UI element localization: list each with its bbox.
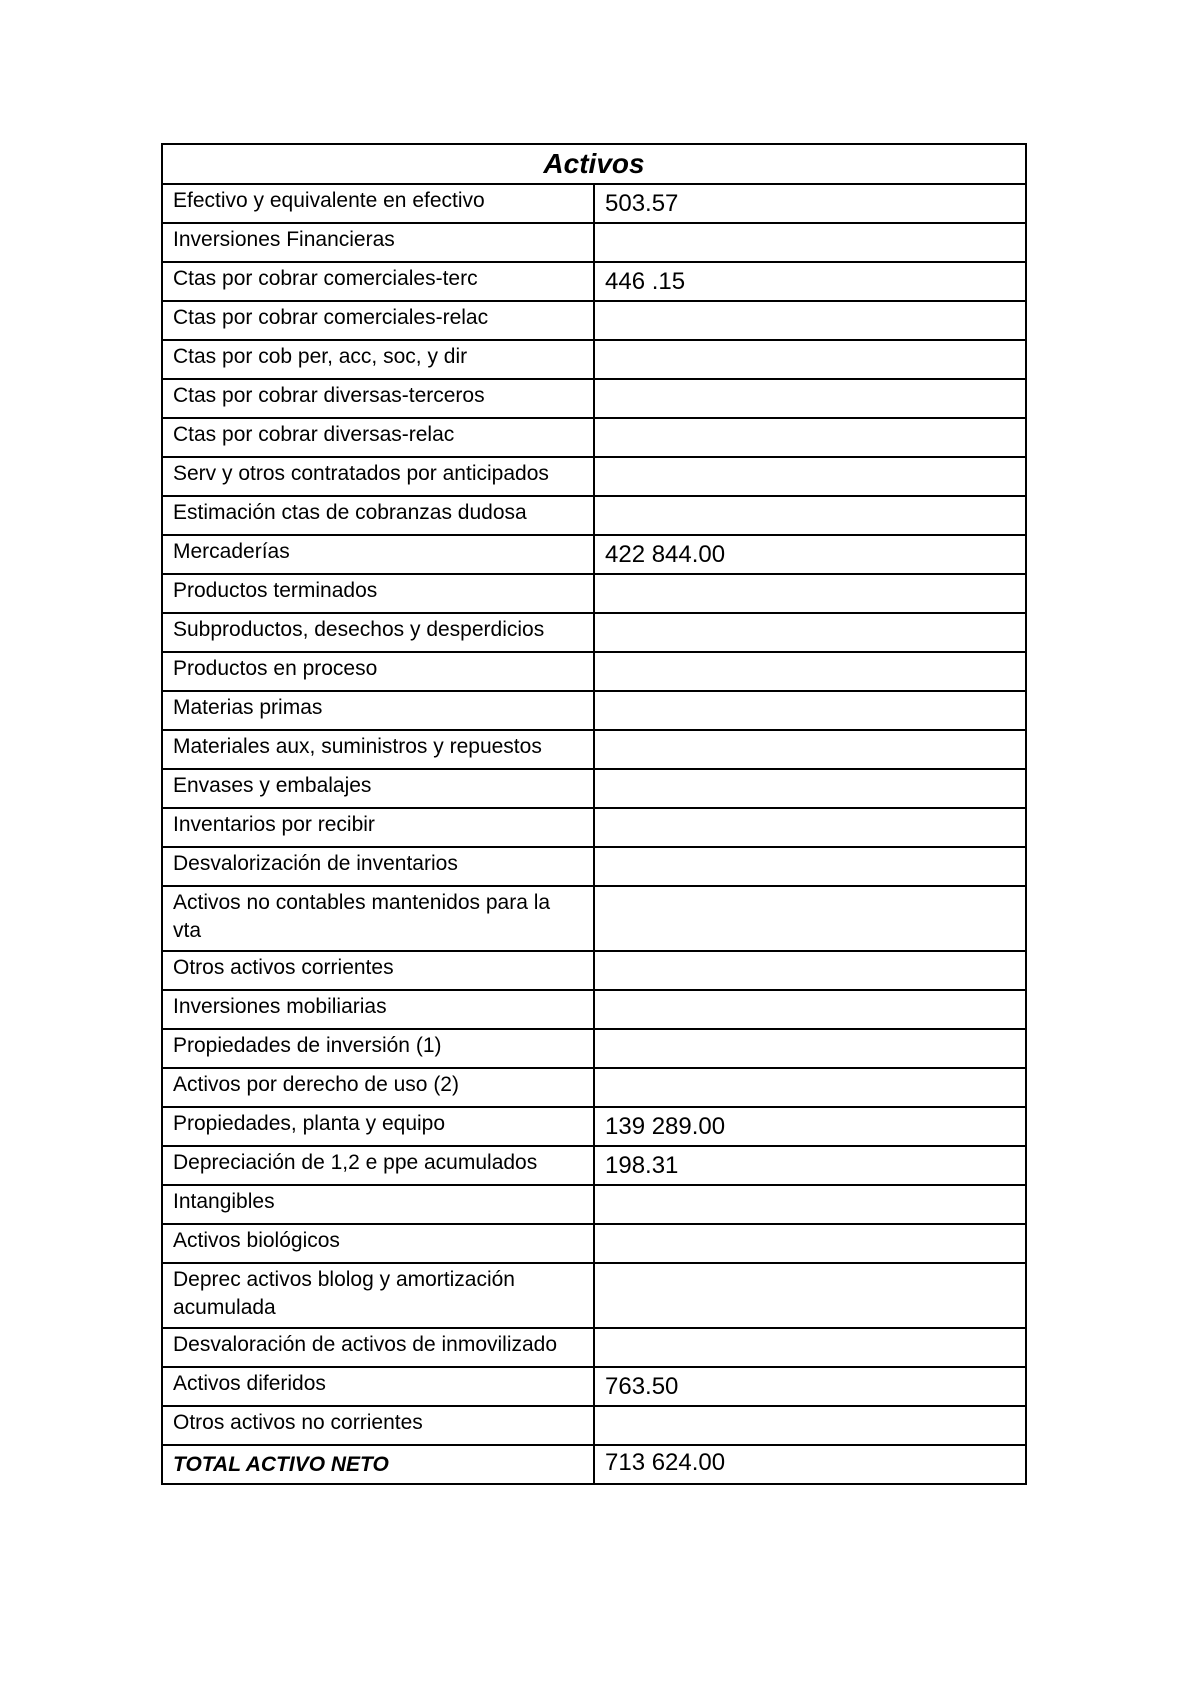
row-value: 503.57 (594, 184, 1026, 223)
row-label: Ctas por cobrar comerciales-terc (162, 262, 594, 301)
row-label: Otros activos corrientes (162, 951, 594, 990)
row-value (594, 1406, 1026, 1445)
table-header-row (162, 144, 1026, 184)
row-value (594, 847, 1026, 886)
row-value: 198.31 (594, 1146, 1026, 1185)
row-value (594, 457, 1026, 496)
row-value (594, 418, 1026, 457)
row-label: Ctas por cobrar comerciales-relac (162, 301, 594, 340)
table-row (162, 496, 1026, 535)
table-row (162, 1107, 1026, 1146)
row-value (594, 1263, 1026, 1328)
row-value (594, 496, 1026, 535)
row-label: Propiedades, planta y equipo (162, 1107, 594, 1146)
table-row (162, 1146, 1026, 1185)
row-label: Envases y embalajes (162, 769, 594, 808)
row-label: Materias primas (162, 691, 594, 730)
table-row (162, 184, 1026, 223)
row-label: Activos diferidos (162, 1367, 594, 1406)
table-row (162, 652, 1026, 691)
row-value (594, 808, 1026, 847)
row-label: Inversiones Financieras (162, 223, 594, 262)
row-label: Deprec activos blolog y amortización acumulada (162, 1263, 594, 1328)
row-value (594, 1224, 1026, 1263)
table-row (162, 691, 1026, 730)
table-row (162, 535, 1026, 574)
table-row (162, 1406, 1026, 1445)
row-value (594, 379, 1026, 418)
row-label: Estimación ctas de cobranzas dudosa (162, 496, 594, 535)
row-label: Inversiones mobiliarias (162, 990, 594, 1029)
table-row (162, 1068, 1026, 1107)
table-row (162, 1263, 1026, 1328)
total-label: TOTAL ACTIVO NETO (162, 1445, 594, 1484)
table-row (162, 808, 1026, 847)
total-row (162, 1445, 1026, 1484)
row-label: Efectivo y equivalente en efectivo (162, 184, 594, 223)
row-label: Desvaloración de activos de inmovilizado (162, 1328, 594, 1367)
row-value: 763.50 (594, 1367, 1026, 1406)
row-label: Subproductos, desechos y desperdicios (162, 613, 594, 652)
table-row (162, 1367, 1026, 1406)
table-row (162, 457, 1026, 496)
row-value (594, 730, 1026, 769)
balance-sheet (161, 143, 1025, 1485)
table-title: Activos (162, 144, 1026, 184)
row-value (594, 223, 1026, 262)
table-row (162, 990, 1026, 1029)
row-label: Ctas por cobrar diversas-terceros (162, 379, 594, 418)
table-row (162, 1328, 1026, 1367)
row-value (594, 1068, 1026, 1107)
row-value (594, 1185, 1026, 1224)
row-value (594, 574, 1026, 613)
table-row (162, 379, 1026, 418)
row-label: Serv y otros contratados por anticipados (162, 457, 594, 496)
row-value (594, 613, 1026, 652)
table-row (162, 1185, 1026, 1224)
row-value (594, 1029, 1026, 1068)
row-label: Productos terminados (162, 574, 594, 613)
row-label: Activos no contables mantenidos para la vta (162, 886, 594, 951)
row-label: Otros activos no corrientes (162, 1406, 594, 1445)
row-label: Inventarios por recibir (162, 808, 594, 847)
row-label: Productos en proceso (162, 652, 594, 691)
row-value (594, 990, 1026, 1029)
table-row (162, 418, 1026, 457)
table-row (162, 262, 1026, 301)
table-row (162, 951, 1026, 990)
row-value: 422 844.00 (594, 535, 1026, 574)
row-value (594, 1328, 1026, 1367)
table-row (162, 730, 1026, 769)
row-label: Mercaderías (162, 535, 594, 574)
table-row (162, 1224, 1026, 1263)
row-value (594, 340, 1026, 379)
row-label: Depreciación de 1,2 e ppe acumulados (162, 1146, 594, 1185)
table-row (162, 223, 1026, 262)
row-value (594, 886, 1026, 951)
row-label: Materiales aux, suministros y repuestos (162, 730, 594, 769)
row-label: Desvalorización de inventarios (162, 847, 594, 886)
row-label: Ctas por cobrar diversas-relac (162, 418, 594, 457)
row-label: Propiedades de inversión (1) (162, 1029, 594, 1068)
row-value (594, 301, 1026, 340)
assets-table (161, 143, 1027, 1485)
row-label: Intangibles (162, 1185, 594, 1224)
row-value (594, 652, 1026, 691)
table-row (162, 847, 1026, 886)
total-value: 713 624.00 (594, 1445, 1026, 1484)
table-row (162, 769, 1026, 808)
table-row (162, 1029, 1026, 1068)
table-row (162, 886, 1026, 951)
row-value: 446 .15 (594, 262, 1026, 301)
row-value: 139 289.00 (594, 1107, 1026, 1146)
table-row (162, 340, 1026, 379)
row-value (594, 769, 1026, 808)
table-row (162, 301, 1026, 340)
table-row (162, 574, 1026, 613)
row-value (594, 951, 1026, 990)
row-label: Ctas por cob per, acc, soc, y dir (162, 340, 594, 379)
row-value (594, 691, 1026, 730)
row-label: Activos por derecho de uso (2) (162, 1068, 594, 1107)
table-row (162, 613, 1026, 652)
row-label: Activos biológicos (162, 1224, 594, 1263)
